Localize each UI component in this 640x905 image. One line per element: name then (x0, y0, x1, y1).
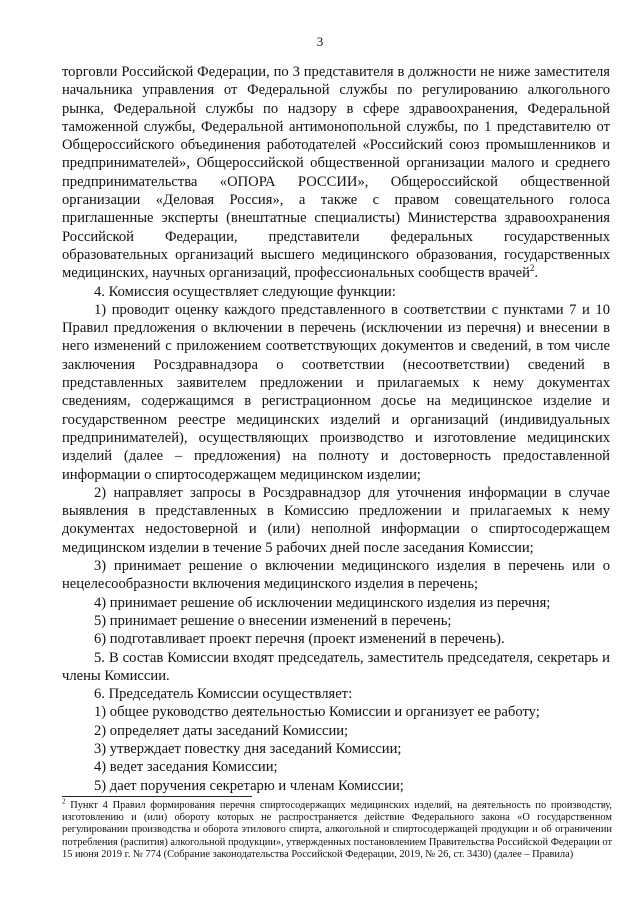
list-item: 5) принимает решение о внесении изменений в перечень; (94, 612, 452, 629)
section-heading-chairman: 6. Председатель Комиссии осуществляет: (94, 686, 353, 703)
document-body (62, 63, 610, 795)
list-item: 3) принимает решение о включении медицинского изделия в перечень или о нецелесообразности включения медицинского изделия в перечень; (62, 558, 610, 593)
paragraph-text: торговли Российской Федерации, по 3 представителя в должности не ниже заместителя начальника управления от Федеральной службы по регулированию алкогольного рынка, Федеральной службы по надзору в сфере здравоохранения, Федеральной таможенной службы, Федеральной антимонопольной службы, по 1 представителю от Общероссийского объединения работодателей «Российский союз промышленников и предпринимателей», Общероссийской общественной организации малого и среднего предпринимательства «ОПОРА РОССИИ», Общероссийской общественной организации «Деловая Россия», а также с правом совещательного голоса приглашенные эксперты (внештатные специалисты) Министерства здравоохранения Российской Федерации, представители федеральных государственных образовательных организаций высшего медицинского образования, государственных медицинских, научных организаций, профессиональных сообществ врачей (62, 64, 610, 282)
list-item: 2) направляет запросы в Росздравнадзор для уточнения информации в случае выявления в представленных в Комиссию предложении и прилагаемых к нему документах недостоверной и (или) неполной информации о спиртосодержащем медицинском изделии в течение 5 рабочих дней после заседания Комиссии; (62, 484, 610, 556)
footnote-text (62, 797, 612, 861)
list-item: 2) определяет даты заседаний Комиссии; (94, 722, 349, 739)
list-item: 1) общее руководство деятельностью Комиссии и организует ее работу; (94, 704, 540, 721)
paragraph-end: . (534, 265, 539, 282)
list-item: 4) принимает решение об исключении медицинского изделия из перечня; (94, 594, 551, 611)
list-item: 4) ведет заседания Комиссии; (94, 759, 278, 776)
list-item: 6) подготавливает проект перечня (проект изменений в перечень). (94, 631, 505, 648)
section-heading-functions: 4. Комиссия осуществляет следующие функции: (94, 283, 396, 300)
footnote-reference: 2 (529, 263, 535, 274)
paragraph-continuation (62, 63, 610, 283)
list-item: 5) дает поручения секретарю и членам Комиссии; (94, 777, 404, 794)
footnote-divider (62, 796, 252, 797)
list-item: 1) проводит оценку каждого представленного в соответствии с пунктами 7 и 10 Правил предложения о включении в перечень (исключении из перечня) и внесении в него изменений с приложением соответствующих документов и сведений, в том числе заключения Росздравнадзора о соответствии (несоответствии) сведений в представленных заявителем предложении и прилагаемых к нему документах сведениям, содержащимся в регистрационном досье на медицинское изделие и государственном реестре медицинских изделий и организаций (индивидуальных предпринимателей), осуществляющих производство и изготовление медицинских изделий (далее – предложения) на полноту и достоверность предоставленной информации о спиртосодержащем медицинском изделии; (62, 301, 610, 483)
page-number: 3 (316, 34, 324, 49)
footnote-body: Пункт 4 Правил формирования перечня спиртосодержащих медицинских изделий, на деятельность по производству, изготовлению и (или) обороту которых не распространяется действие Федерального закона «О государственном регулировании производства и оборота этилового спирта, алкогольной и спиртосодержащей продукции и об ограничении потребления (распития) алкогольной продукции», утвержденных постановлением Правительства Российской Федерации от 15 июня 2019 г. № 774 (Собрание законодательства Российской Федерации, 2019, № 26, ст. 3430) (далее – Правила) (62, 800, 612, 860)
footnote-mark: 2 (62, 797, 66, 806)
footnote (62, 797, 612, 861)
list-item: 3) утверждает повестку дня заседаний Комиссии; (94, 740, 402, 757)
section-composition: 5. В состав Комиссии входят председатель, заместитель председателя, секретарь и члены Комиссии. (62, 649, 610, 684)
